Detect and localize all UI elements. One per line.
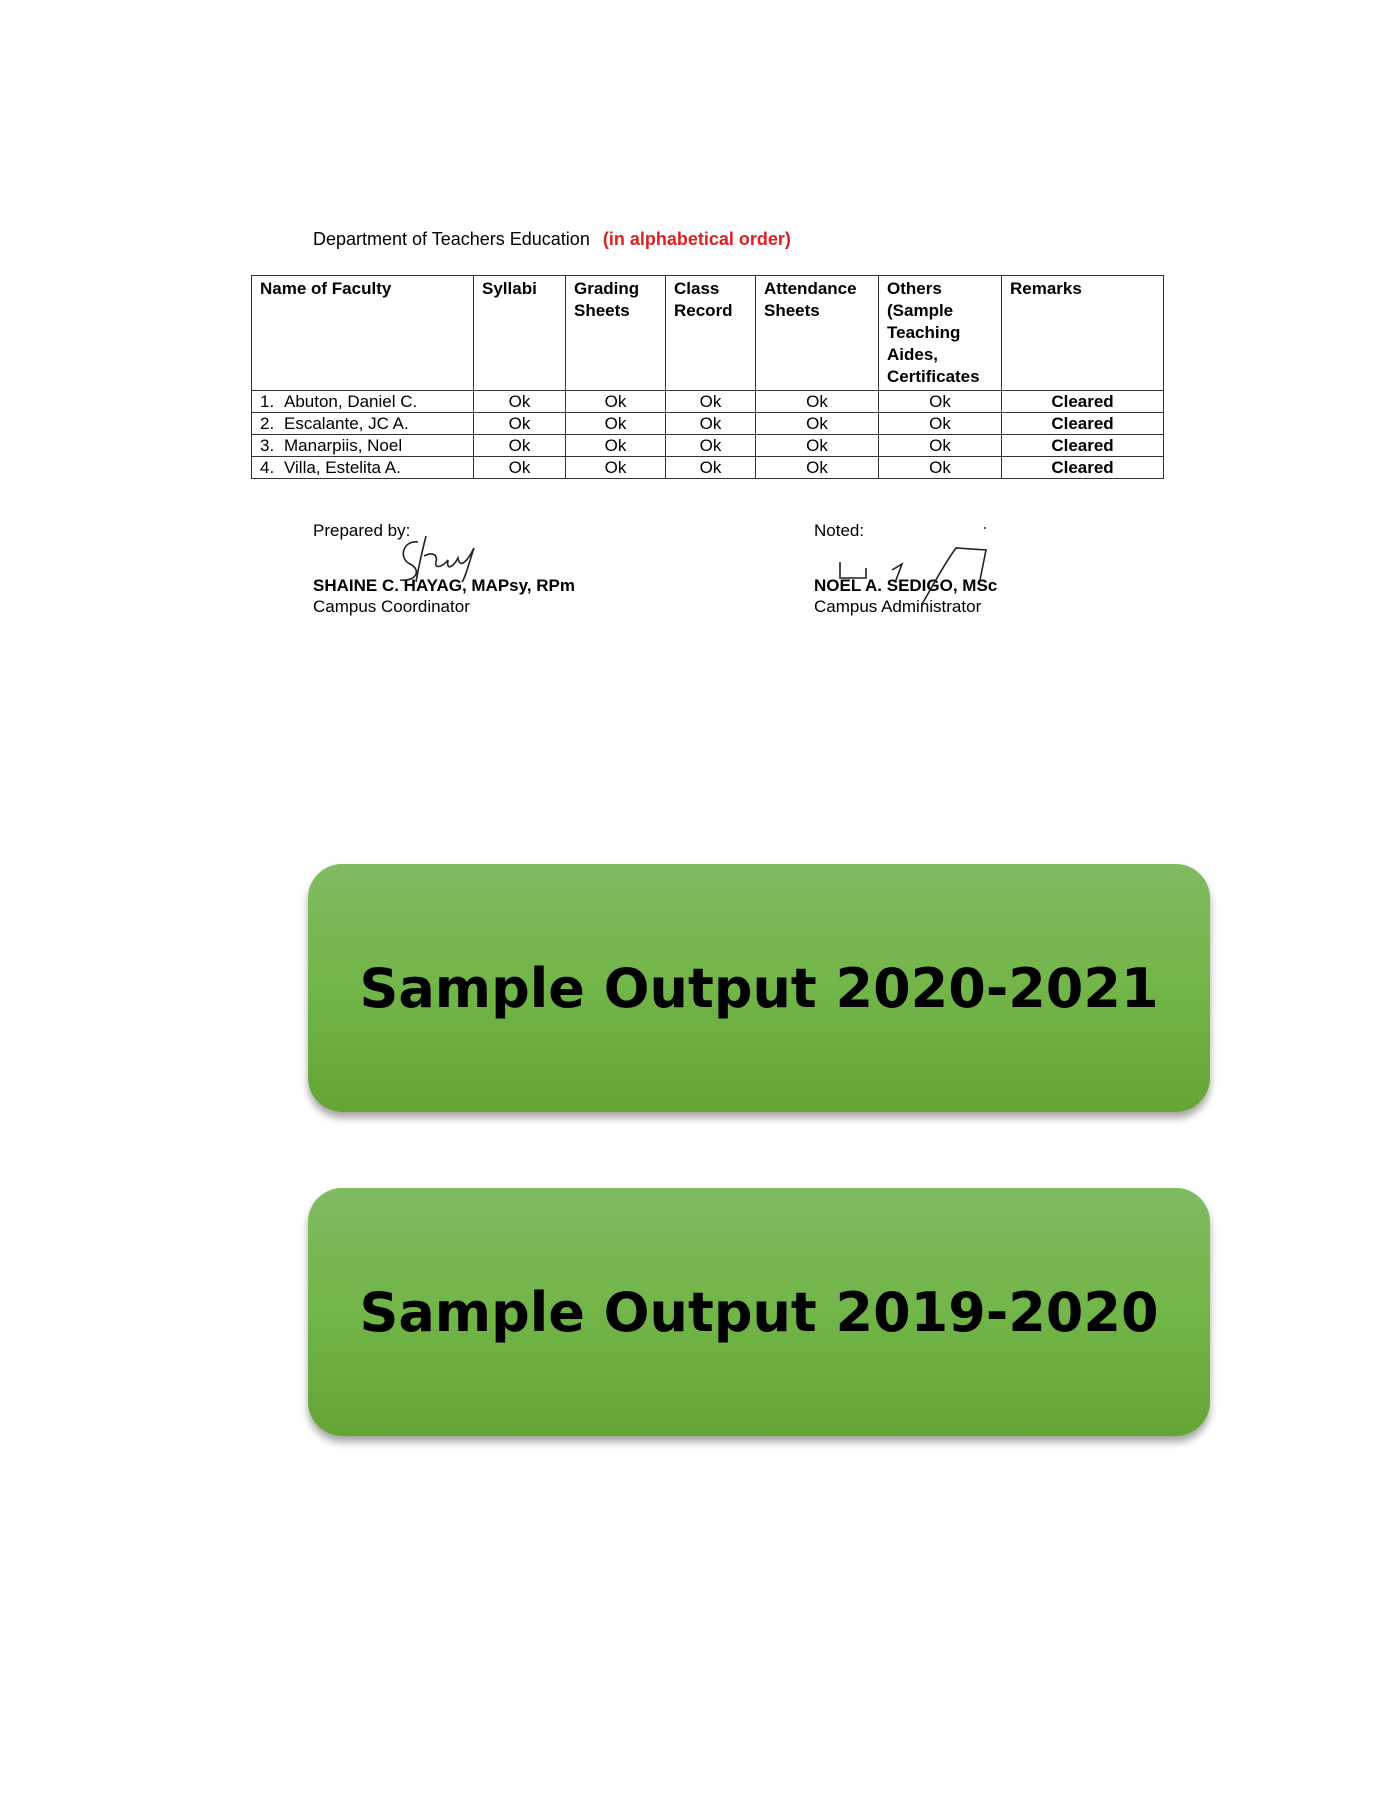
header-class-record: Class Record [666,276,756,391]
grading-cell: Ok [566,435,666,457]
syllabi-cell: Ok [474,435,566,457]
row-number: 3. [260,436,275,455]
sample-output-2019-2020-label: Sample Output 2019-2020 [359,1280,1159,1344]
others-cell: Ok [879,413,1002,435]
row-number: 1. [260,392,275,411]
prepared-by-name: SHAINE C. HAYAG, MAPsy, RPm [313,576,575,595]
header-others: Others (Sample Teaching Aides, Certificates [879,276,1002,391]
noted-block [814,520,997,617]
prepared-by-title: Campus Coordinator [313,597,470,616]
remarks-cell: Cleared [1002,457,1164,479]
syllabi-cell: Ok [474,457,566,479]
class-record-cell: Ok [666,457,756,479]
faculty-name: Villa, Estelita A. [284,458,401,477]
table-header-row [252,276,1164,391]
noted-name: NOEL A. SEDIGO, MSc [814,576,998,595]
noted-label: Noted: [814,521,865,540]
header-attendance: Attendance Sheets [756,276,879,391]
faculty-name-cell [252,391,474,413]
noted-title: Campus Administrator [814,597,982,616]
attendance-cell: Ok [756,413,879,435]
others-cell: Ok [879,457,1002,479]
remarks-cell: Cleared [1002,391,1164,413]
attendance-cell: Ok [756,457,879,479]
attendance-cell: Ok [756,435,879,457]
class-record-cell: Ok [666,435,756,457]
faculty-name-cell [252,435,474,457]
syllabi-cell: Ok [474,391,566,413]
faculty-name-cell [252,457,474,479]
header-remarks: Remarks [1002,276,1164,391]
grading-cell: Ok [566,391,666,413]
attendance-cell: Ok [756,391,879,413]
others-cell: Ok [879,435,1002,457]
table-row [252,413,1164,435]
remarks-cell: Cleared [1002,413,1164,435]
sample-output-2020-2021-label: Sample Output 2020-2021 [359,956,1159,1020]
header-name: Name of Faculty [252,276,474,391]
prepared-by-block [313,520,575,617]
row-number: 2. [260,414,275,433]
header-syllabi: Syllabi [474,276,566,391]
faculty-name: Manarpiis, Noel [284,436,403,455]
row-number: 4. [260,458,275,477]
header-grading: Grading Sheets [566,276,666,391]
faculty-clearance-table [251,275,1164,479]
table-row [252,457,1164,479]
sample-output-2019-2020-button[interactable] [308,1188,1210,1436]
signature-hayag [388,530,488,590]
department-heading [313,229,791,250]
table-row [252,435,1164,457]
order-note: (in alphabetical order) [602,229,791,249]
syllabi-cell: Ok [474,413,566,435]
class-record-cell: Ok [666,391,756,413]
grading-cell: Ok [566,457,666,479]
faculty-name-cell [252,413,474,435]
signature-sedigo [834,520,1014,610]
table-row [252,391,1164,413]
prepared-by-label: Prepared by: [313,521,411,540]
faculty-name: Escalante, JC A. [284,414,409,433]
remarks-cell: Cleared [1002,435,1164,457]
department-title: Department of Teachers Education [313,229,590,249]
class-record-cell: Ok [666,413,756,435]
grading-cell: Ok [566,413,666,435]
others-cell: Ok [879,391,1002,413]
faculty-name: Abuton, Daniel C. [284,392,418,411]
sample-output-2020-2021-button[interactable] [308,864,1210,1112]
